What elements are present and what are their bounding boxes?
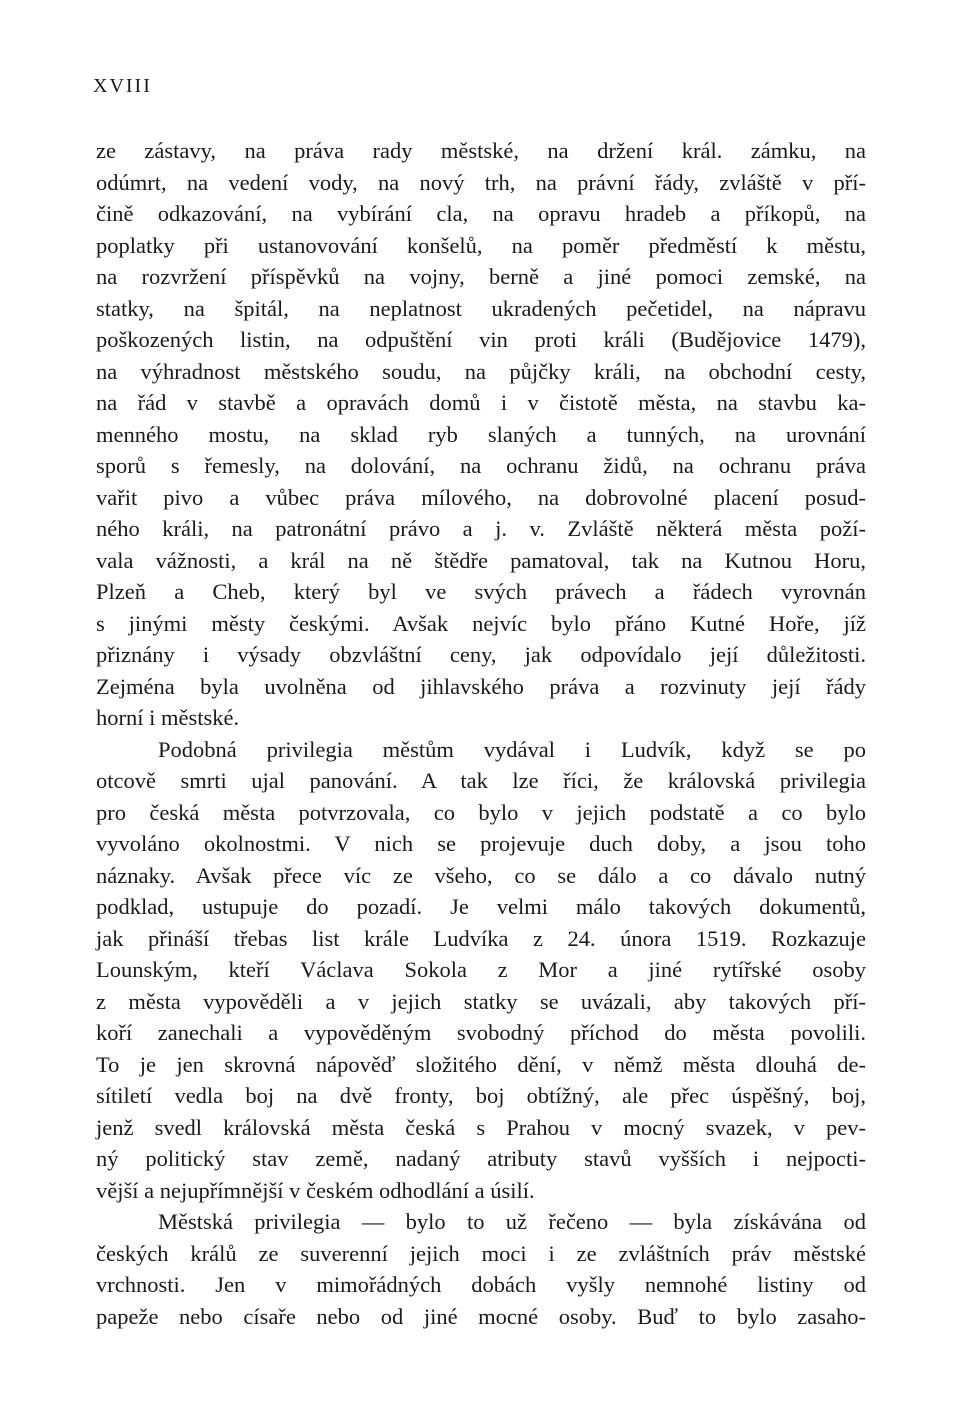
text-line: otcově smrti ujal panování. A tak lze říci, že královská privilegia (96, 768, 866, 793)
text-line: sítiletí vedla boj na dvě fronty, boj obtížný, ale přec úspěšný, boj, (96, 1083, 866, 1108)
text-line: jak přináší třebas list krále Ludvíka z 24. února 1519. Rozkazuje (96, 925, 866, 951)
text-line: menného mostu, na sklad ryb slaných a tunných, na urovnání (96, 421, 866, 447)
text-line: ze zástavy, na práva rady městské, na držení král. zámku, na (96, 138, 866, 163)
text-line: vější a nejupřímnější v českém odhodlání a úsilí. (96, 1177, 535, 1203)
text-line: Městská privilegia — bylo to už řečeno — byla získávána od (158, 1209, 866, 1234)
text-line: sporů s řemesly, na dolování, na ochranu židů, na ochranu práva (96, 453, 866, 478)
text-line: vařit pivo a vůbec práva mílového, na dobrovolné placení posud- (96, 484, 866, 510)
text-line: s jinými městy českými. Avšak nejvíc bylo přáno Kutné Hoře, jíž (96, 610, 866, 636)
text-line: odúmrt, na vedení vody, na nový trh, na právní řády, zvláště v pří- (96, 169, 866, 195)
text-line: českých králů ze suverenní jejich moci i ze zvláštních práv městské (96, 1240, 866, 1266)
text-line: čině odkazování, na vybírání cla, na opravu hradeb a příkopů, na (96, 201, 866, 226)
text-line: pro česká města potvrzovala, co bylo v jejich podstatě a co bylo (96, 799, 866, 825)
page-number: XVIII (93, 75, 152, 97)
text-line: na řád v stavbě a opravách domů i v čistotě města, na stavbu ka- (96, 390, 866, 415)
text-line: Zejména byla uvolněna od jihlavského práva a rozvinuty její řády (96, 673, 866, 699)
text-line: vyvoláno okolnostmi. V nich se projevuje duch doby, a jsou toho (96, 831, 866, 856)
text-line: papeže nebo císaře nebo od jiné mocné osoby. Buď to bylo zasaho- (96, 1303, 866, 1329)
text-line: To je jen skrovná nápověď složitého dění, v němž města dlouhá de- (96, 1051, 866, 1077)
text-line: vrchnosti. Jen v mimořádných dobách vyšly nemnohé listiny od (96, 1272, 866, 1297)
text-line: náznaky. Avšak přece víc ze všeho, co se dálo a co dávalo nutný (96, 862, 866, 888)
text-line: jenž svedl královská města česká s Prahou v mocný svazek, v pev- (96, 1114, 866, 1140)
text-line: přiznány i výsady obzvláštní ceny, jak odpovídalo její důležitosti. (96, 642, 866, 667)
body-text (96, 135, 866, 1332)
text-line: podklad, ustupuje do pozadí. Je velmi málo takových dokumentů, (96, 894, 866, 919)
text-line: z města vypověděli a v jejich statky se uvázali, aby takových pří- (96, 988, 866, 1014)
paragraph (96, 135, 866, 734)
paragraph (96, 734, 866, 1207)
text-line: Plzeň a Cheb, který byl ve svých právech a řádech vyrovnán (96, 579, 866, 604)
text-line: Podobná privilegia městům vydával i Ludvík, když se po (158, 736, 866, 762)
paragraph (96, 1206, 866, 1332)
text-line: na rozvržení příspěvků na vojny, berně a jiné pomoci zemské, na (96, 264, 866, 289)
text-line: ný politický stav země, nadaný atributy stavů vyšších i nejpocti- (96, 1146, 866, 1171)
text-line: horní i městské. (96, 705, 240, 730)
text-line: na výhradnost městského soudu, na půjčky králi, na obchodní cesty, (96, 358, 866, 384)
text-line: koří zanechali a vypověděným svobodný příchod do města povolili. (96, 1020, 866, 1045)
text-line: vala vážnosti, a král na ně štědře pamatoval, tak na Kutnou Horu, (96, 547, 866, 573)
text-line: poplatky při ustanovování konšelů, na poměr předměstí k městu, (96, 232, 866, 258)
text-line: Lounským, kteří Václava Sokola z Mor a jiné rytířské osoby (96, 957, 866, 982)
text-line: statky, na špitál, na neplatnost ukradených pečetidel, na nápravu (96, 295, 866, 321)
text-line: poškozených listin, na odpuštění vin proti králi (Budějovice 1479), (96, 327, 866, 352)
text-line: ného králi, na patronátní právo a j. v. Zvláště některá města poží- (96, 516, 866, 541)
